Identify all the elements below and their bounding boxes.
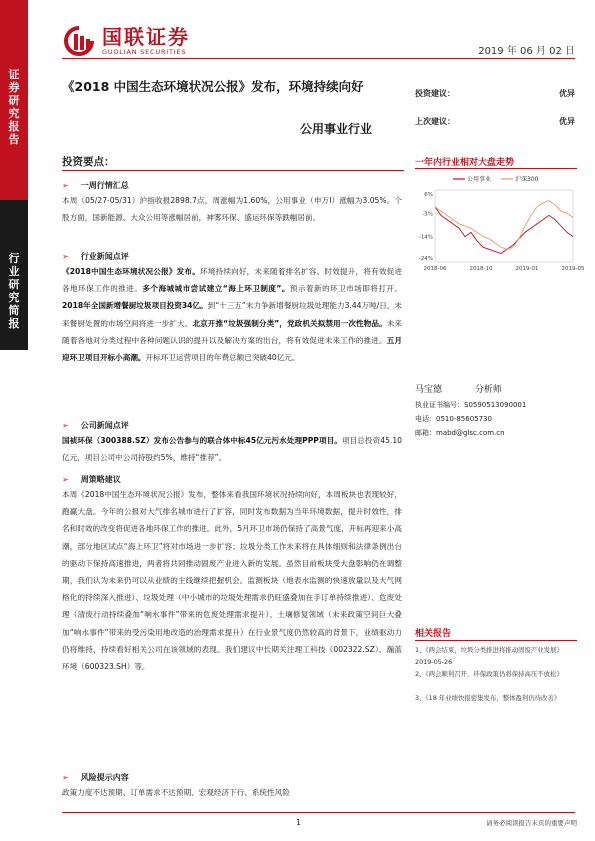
footer-disclaimer: 请务必阅读报告末页的重要声明 — [486, 819, 577, 827]
arrow-right-icon: ➢ — [62, 421, 69, 430]
current-rating-label: 投资建议： — [415, 89, 455, 98]
related-report-item[interactable]: 1、《两会结束，垃圾分类推进将推动固废产业发展》2019-05-26 — [415, 646, 563, 666]
analyst-name-row — [415, 382, 502, 395]
x-tick-label: 2019-05 — [561, 266, 585, 272]
previous-rating-label: 上次建议： — [415, 117, 455, 126]
analyst-phone: 电话：0510-85605730 — [415, 415, 492, 423]
y-tick-label: -3% — [422, 211, 433, 218]
report-title: 《2018 中国生态环境状况公报》发布，环境持续向好 — [62, 79, 364, 94]
y-tick-label: -14% — [418, 234, 433, 241]
guolian-logo-icon — [62, 26, 96, 56]
chart-divider — [415, 168, 577, 169]
company-paragraph: 国祯环保（300388.SZ）发布公告参与的联合体中标45亿元污水处理PPP项目。项目总投资45.10亿元，项目公司中公司持股约5%，维持“推荐”。 — [62, 436, 402, 463]
current-rating-value: 优异 — [559, 89, 575, 98]
arrow-right-icon: ➢ — [62, 475, 69, 484]
risk-paragraph: 政策力度不达预期、订单需求不达预期、宏观经济下行、系统性风险 — [62, 788, 290, 797]
chart-series — [435, 201, 573, 254]
x-tick-label: 2018-06 — [423, 266, 447, 272]
arrow-right-icon: ➢ — [62, 773, 69, 782]
series-line — [435, 201, 573, 250]
y-tick-label: -24% — [418, 255, 433, 262]
current-rating — [415, 88, 575, 99]
series-line — [435, 207, 573, 254]
legend-label: 公用事业 — [467, 176, 492, 183]
chart-axes — [419, 190, 585, 272]
chart-legend — [453, 175, 539, 183]
weekly-section-title: ➢ 一周行情汇总 — [62, 181, 129, 190]
company-section-title: ➢ 公司新闻点评 — [62, 421, 129, 430]
summary-heading: 投资要点： — [62, 156, 115, 168]
logo-en: GUOLIAN SECURITIES — [102, 48, 187, 56]
weekly-paragraph: 本周（05/27-05/31）沪指收报2898.7点，周涨幅为1.60%，公用事业（申万Ⅰ）涨幅为3.05%。个股方面，国新能源、大众公用等涨幅居前，神雾环保、盛运环保等跌幅居前。 — [62, 196, 402, 223]
sidebar-top-label: 证券研究报告 — [8, 68, 20, 146]
x-tick-label: 2018-10 — [469, 266, 493, 272]
y-tick-label: 6% — [424, 192, 433, 199]
analyst-name: 马宝德 — [415, 385, 443, 395]
chart-title: 一年内行业相对大盘走势 — [415, 158, 515, 168]
report-date: 2019 年 06 月 02 日 — [478, 46, 575, 57]
strategy-paragraph: 本周《2018中国生态环境状况公报》发布，整体来看我国环境状况持续向好，本周板块也表现较好，跑赢大盘。今年的公报对大气排名城市进行了扩容，同时发布数据为当年环境数据，提升时效性，排名和时效的改变将促进各地环保工作的推进。此外，5月环卫市场仍保持了高景气度，开标再迎来小高潮，部分地区试点“海上环卫”将对市场进一步扩容；垃圾分类工作未来将在具体细则和法律条例出台的驱动下保持高速推进，两者将共同推动固废产业进入新的发展。虽然目前板块受大盘影响仍在调整期，我们认为未来仍可以从业绩的主线继续把握机会。监测板块（地表水监测的快速放量以及大气网格化的持续深入推进）、垃圾处理（中小城市的垃圾处理需求仍旺盛叠加在手订单持续推进）、危废处理（清废行动持续叠加“响水事件”带来的危废处理需求提升）、土壤修复领域（未来政策空间巨大叠加“响水事件”带来的受污染用地改造的治理需求提升）在行业景气度仍然较高的背景下，业绩驱动力仍将维持，持续看好相关公司在该领域的表现。我们建议中长期关注理工科技（002322.SZ）、瀚蓝环境（600323.SH）等。 — [62, 490, 402, 672]
related-reports-title: 相关报告 — [415, 629, 452, 639]
left-sidebar — [0, 0, 28, 841]
page-number: 1 — [296, 818, 302, 827]
previous-rating — [415, 116, 575, 127]
news-section-title: ➢ 行业新闻点评 — [62, 252, 129, 261]
sidebar-bottom-label: 行业研究简报 — [8, 252, 20, 330]
risk-section-title: ➢ 风险提示内容 — [62, 773, 129, 782]
arrow-right-icon: ➢ — [62, 181, 69, 190]
legend-label: 沪深300 — [515, 176, 539, 183]
strategy-section-title: ➢ 周策略建议 — [62, 475, 121, 484]
related-report-item[interactable]: 2、《两会顺利召开，环保政策仍将保持高压不放松》 — [415, 670, 563, 678]
company-logo — [62, 26, 190, 56]
related-divider — [415, 640, 577, 641]
analyst-license: 执业证书编号：S0590513090001 — [415, 401, 527, 409]
logo-cn: 国联证券 — [102, 25, 190, 49]
footer-divider — [62, 812, 575, 813]
summary-divider — [62, 170, 404, 171]
header-divider — [62, 58, 575, 59]
previous-rating-value: 优异 — [559, 117, 575, 126]
x-tick-label: 2019-01 — [515, 266, 539, 272]
analyst-role: 分析师 — [474, 385, 502, 395]
industry-name: 公用事业行业 — [300, 122, 373, 136]
arrow-right-icon: ➢ — [62, 252, 69, 261]
analyst-email[interactable]: 邮箱：mabd@glsc.com.cn — [415, 429, 505, 437]
news-paragraph: 《2018中国生态环境状况公报》发布。环境持续向好，未来随着排名扩容、时效提升，将有效促进各地环保工作的推进。多个海城城市尝试建立“海上环卫制度”。预示着新的环卫市场即将打开。2018年全国新增餐厨垃圾项目投资34亿。到“十三五”末力争新增餐厨垃圾处理能力3.44万吨/日，未来餐厨处置的市场空间将进一步扩大。北京开推“垃圾强制分类”，党政机关拟禁用一次性物品。未来随着各地对分类过程中各种问题认识的提升以及解决方案的出台，将有效促进未来工作的推进。五月迎环卫项目开标小高潮。开标环卫运营项目的年费总额已突破40亿元。 — [62, 267, 403, 363]
relative-performance-chart — [413, 170, 585, 278]
related-report-item[interactable]: 3、《18 年业绩快报密集发布，整体盈利仍待改善》 — [415, 694, 561, 702]
